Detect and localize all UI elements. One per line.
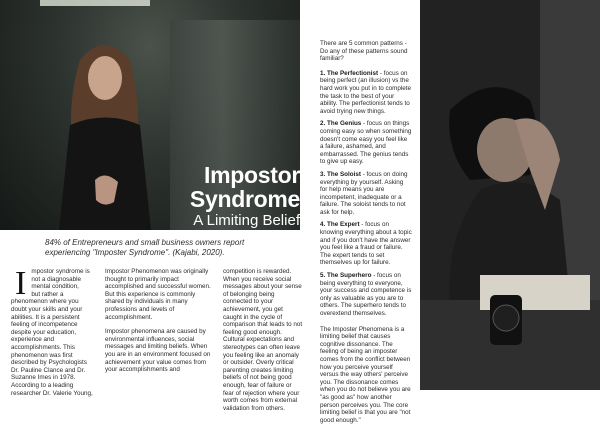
article-title: Impostor Syndrome: [189, 162, 300, 212]
title-block: [100, 163, 300, 230]
pattern-description: - focus on things coming easy so when something doesn't come easy you feel like a failure, ashamed, and embarrassed. The genius tends to give up easy.: [320, 120, 412, 166]
body-column-2: [105, 268, 213, 374]
pattern-item: [320, 272, 412, 318]
pattern-title: The Expert: [327, 221, 360, 229]
pattern-title: The Perfectionist: [327, 69, 379, 77]
body-column-3: [223, 268, 303, 412]
pattern-name: 5.: [320, 272, 326, 280]
lead-text: mpostor syndrome is not a diagnosable mental condition,: [31, 268, 90, 291]
patterns-intro: There are 5 common patterns - Do any of these patterns sound familiar?: [320, 40, 408, 63]
pattern-item: [320, 221, 412, 267]
stressed-person-illustration: [420, 0, 600, 390]
pattern-description: - focus on being everything to everyone, your success and competence is only as valuable as you are to others. The superhero tends to overextend themselves.: [320, 272, 412, 317]
ceiling-light: [40, 0, 150, 6]
paragraph: competition is rewarded. When you receive social messages about your sense of belonging being connected to your achievement, you get caught in the cycle of comparison that leads to not feeling good enough. Cultural expectations and stereotypes can often leave you feeling like an anomaly or outsider. Overly critical parenting creates limiting beliefs of not being good enough, fear of failure or fear of rejection where your worth comes from external validation from others.: [223, 268, 303, 412]
pattern-description: - focus on being perfect (an illusion) vs the hard work you put in to complete the task to the best of your ability. The perfectionist tends to avoid trying new things.: [320, 69, 412, 115]
body-column-1: [11, 265, 96, 397]
paragraph: Impostor Phenomenon was originally thought to primarily impact accomplished and successful women. But this experience is commonly shared by individuals in many professions and levels of accomplishment.: [105, 268, 211, 321]
pattern-title: The Superhero: [327, 272, 372, 280]
pattern-name: 1.: [320, 69, 326, 77]
drop-cap: I: [15, 265, 27, 302]
hero-photo: [0, 0, 300, 230]
patterns-column: [320, 40, 412, 431]
pattern-title: The Soloist: [327, 170, 361, 178]
pattern-name: 4.: [320, 221, 326, 229]
stressed-person-photo: [420, 0, 600, 390]
pattern-description: - focus on doing everything by yourself. Asking for help means you are incompetent, inadequate or a failure. The soloist tends to not ask for help.: [320, 170, 408, 216]
pattern-description: - focus on knowing everything about a topic and if you don't have the answer you feel like a fraud or failure. The expert tends to set themselves up for failure.: [320, 221, 412, 267]
patterns-list: [320, 70, 412, 318]
pattern-name: 2.: [320, 120, 326, 128]
pattern-item: [320, 70, 412, 116]
pattern-title: The Genius: [327, 120, 362, 128]
paragraph: Impostor phenomena are caused by environmental influences, social messages and limiting beliefs. When you are in an environment focused on achievement your value comes from your accomplishments and: [105, 328, 211, 374]
pull-quote: 84% of Entrepreneurs and small business owners report experiencing "Imposter Syndrome". (Kajabi, 2020).: [45, 238, 245, 257]
closing-paragraph: The Imposter Phenomena is a limiting belief that causes cognitive dissonance. The feeling of being an imposter comes from the conflict between how you perceive yourself versus the way others' perceive you. The dissonance comes when you do not believe you are "as good as" how another person perceives you. The core limiting belief is that you are "not good enough.": [320, 325, 411, 424]
pattern-name: 3.: [320, 170, 326, 178]
pattern-item: [320, 120, 412, 166]
pattern-item: [320, 171, 412, 217]
article-subtitle: A Limiting Belief: [193, 212, 300, 229]
body-text: but rather a phenomenon where you doubt your skills and your abilities. It is a persistent feeling of incompetence despite your education, experience and accomplishments. This phenomenon was first described by Psychologists Dr. Pauline Clance and Dr. Suzanne Imes in 1978. According to a leading researcher Dr. Valerie Young,: [11, 290, 93, 397]
